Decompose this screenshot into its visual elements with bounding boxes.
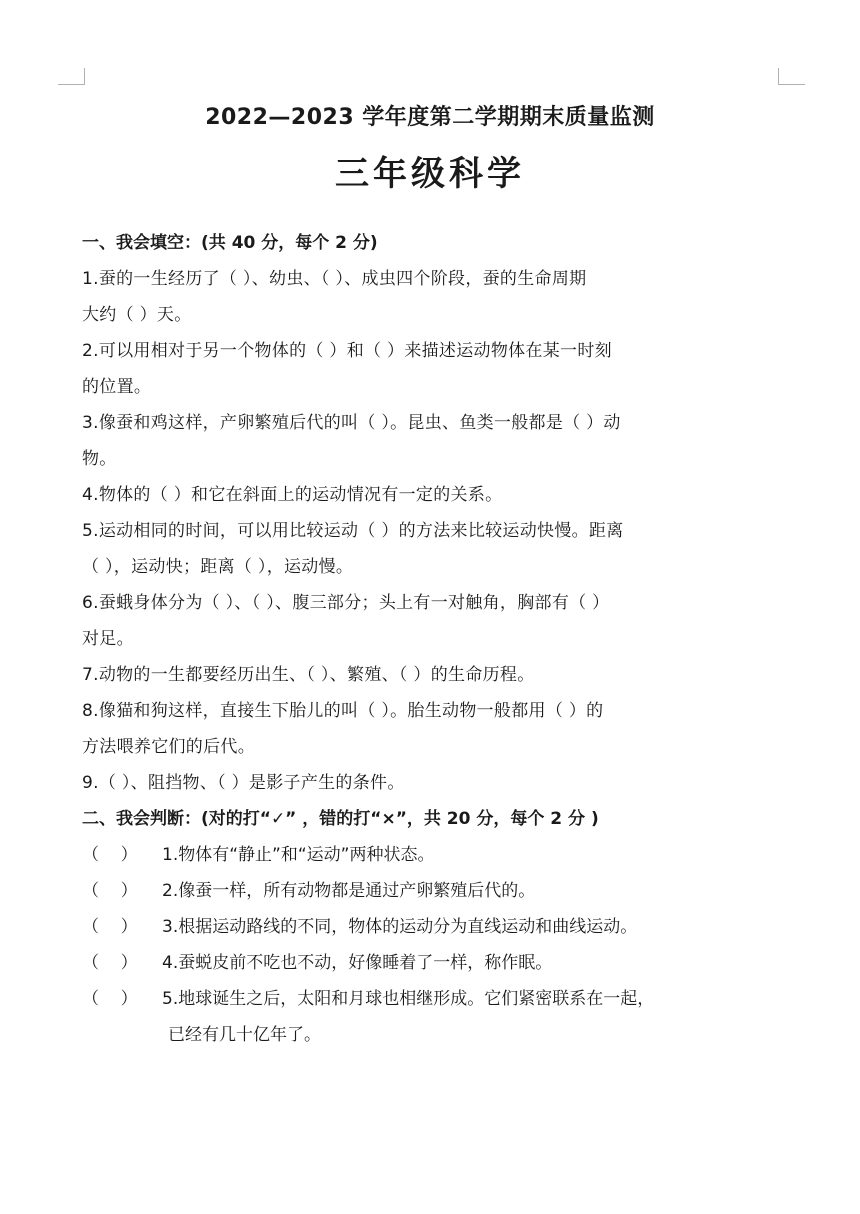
judge-statement-continuation: 已经有几十亿年了。	[168, 1025, 321, 1045]
question-line: 6.蚕蛾身体分为（ ）、（ ）、腹三部分；头上有一对触角，胸部有（ ）	[82, 593, 610, 613]
exam-title: 2022—2023 学年度第二学期期末质量监测	[205, 105, 655, 130]
question-line: 方法喂养它们的后代。	[82, 737, 255, 757]
answer-blank[interactable]: （ ）	[82, 845, 138, 865]
answer-blank[interactable]: （ ）	[82, 953, 138, 973]
question-line: 2.可以用相对于另一个物体的（ ）和（ ）来描述运动物体在某一时刻	[82, 341, 612, 361]
judge-item	[82, 948, 782, 978]
answer-blank[interactable]: （ ）	[82, 917, 138, 937]
question-line: 物。	[82, 449, 117, 469]
judge-statement: 5.地球诞生之后，太阳和月球也相继形成。它们紧密联系在一起，	[162, 989, 655, 1009]
exam-body	[82, 222, 782, 1056]
question-line: 5.运动相同的时间，可以用比较运动（ ）的方法来比较运动快慢。距离	[82, 521, 624, 541]
section-heading-fill-blank: 一、我会填空：(共 40 分，每个 2 分)	[82, 233, 378, 253]
judge-statement: 1.物体有“静止”和“运动”两种状态。	[162, 845, 435, 865]
section-heading-true-false: 二、我会判断：(对的打“✓” ，错的打“×”，共 20 分，每个 2 分 )	[82, 809, 599, 829]
question-line: 9.（ ）、阻挡物、（ ）是影子产生的条件。	[82, 773, 405, 793]
question-line: （ ），运动快；距离（ ），运动慢。	[82, 557, 354, 577]
answer-blank[interactable]: （ ）	[82, 881, 138, 901]
question-line: 1.蚕的一生经历了（ ）、幼虫、（ ）、成虫四个阶段，蚕的生命周期	[82, 269, 587, 289]
answer-blank[interactable]: （ ）	[82, 989, 138, 1009]
question-line: 3.像蚕和鸡这样，产卵繁殖后代的叫（ ）。昆虫、鱼类一般都是（ ）动	[82, 413, 621, 433]
judge-item	[82, 984, 782, 1050]
corner-mark-right	[778, 68, 805, 85]
judge-statement: 3.根据运动路线的不同，物体的运动分为直线运动和曲线运动。	[162, 917, 638, 937]
judge-statement: 2.像蚕一样，所有动物都是通过产卵繁殖后代的。	[162, 881, 536, 901]
question-line: 8.像猫和狗这样，直接生下胎儿的叫（ ）。胎生动物一般都用（ ）的	[82, 701, 604, 721]
judge-statement-multiline	[162, 984, 654, 1050]
judge-statement: 4.蚕蜕皮前不吃也不动，好像睡着了一样，称作眠。	[162, 953, 553, 973]
judge-item	[82, 840, 782, 870]
subject-title: 三年级科学	[335, 154, 525, 194]
question-line: 大约（ ）天。	[82, 305, 192, 325]
corner-mark-left	[58, 68, 85, 85]
judge-item	[82, 912, 782, 942]
judge-item	[82, 876, 782, 906]
question-line: 的位置。	[82, 377, 152, 397]
question-line: 7.动物的一生都要经历出生、（ ）、繁殖、（ ）的生命历程。	[82, 665, 535, 685]
question-line: 4.物体的（ ）和它在斜面上的运动情况有一定的关系。	[82, 485, 503, 505]
question-line: 对足。	[82, 629, 134, 649]
